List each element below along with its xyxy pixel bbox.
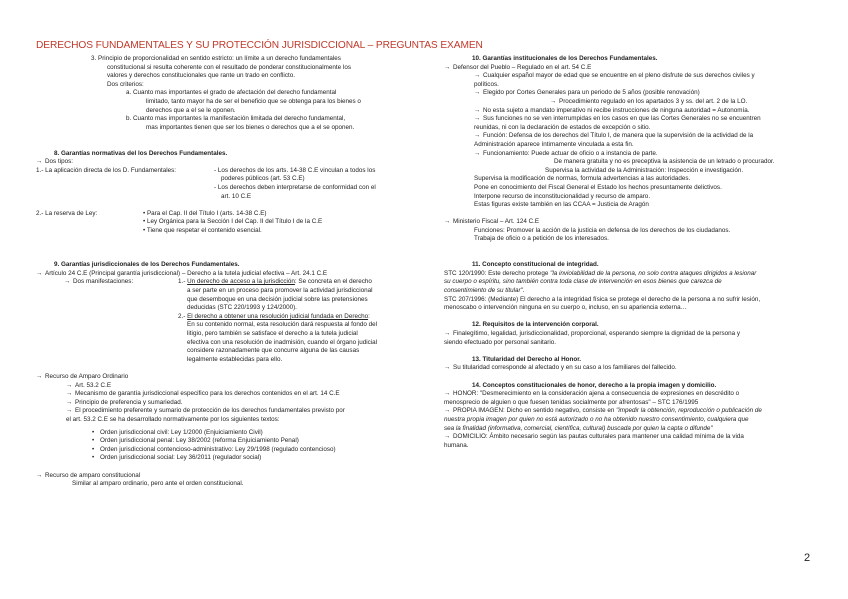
manifestations-row	[36, 278, 416, 287]
left-column	[36, 55, 416, 489]
integrity-quote: consentimiento de su titular".	[444, 287, 525, 295]
direct-application-text: poderes públicos (art. 53 C.E)	[221, 175, 305, 183]
image-definition-quote: nuestra propia imagen por quien no está autorizado o no ha obtenido nuestro consentimiento, cualquiera que	[444, 415, 749, 423]
constitutional-amparo-text: Similar al amparo ordinario, pero ante el orden constitucional.	[72, 480, 244, 488]
direct-application-text: - Los derechos deben interpretarse de conformidad con el	[214, 183, 376, 191]
arrow-icon: →	[474, 89, 481, 97]
criterion-b-line: mas importantes tienen que ser los bienes o derechos que a el se oponen.	[146, 123, 355, 131]
integrity-text: STC 207/1996: (Mediante) El derecho a la integridad física se protege el derecho de la persona a no sufrir lesión,	[444, 295, 761, 303]
public-prosecutor-item: Funciones: Promover la acción de la justicia en defensa de los derechos de los ciudadanos.	[474, 226, 731, 234]
ombudsman-item: No esta sujeto a mandato imperativo ni recibe instrucciones de ninguna autoridad = Autonomía.	[483, 106, 750, 114]
ordinary-amparo-item: el art. 53.2 C.E se ha desarrollado normativamente por los siguientes textos:	[66, 415, 280, 423]
manifestation-2-text: considere razonadamente que concurre alguna de las causas	[187, 347, 360, 355]
ombudsman-item: Cualquier español mayor de edad que se encuentre en el pleno disfrute de sus derechos civiles y	[483, 72, 755, 80]
ombudsman-heading: Defensor del Pueblo – Regulado en el art. 54 C.E	[453, 63, 592, 71]
arrow-icon: →	[550, 97, 557, 105]
criterion-a-line: derechos que a el se le oponen.	[146, 106, 236, 114]
integrity-text: STC 120/1990: Este derecho protege	[444, 269, 551, 277]
arrow-icon: →	[474, 132, 481, 140]
criterion-3-line: 3. Principio de proporcionalidad en sentido estricto: un límite a un derecho fundamentales	[91, 55, 341, 62]
honor-definition: HONOR: "Desmerecimiento en la consideración ajena a consecuencia de expresiones en descrédito o	[453, 390, 740, 398]
manifestation-2-text: En su contenido normal, esta resolución dará respuesta al fondo del	[187, 321, 378, 329]
image-definition-quote: sea la finalidad (informativa, comercial, científica, cultural) buscada por quien la capta o difunde"	[444, 424, 713, 432]
arrow-icon: →	[64, 278, 71, 286]
criterion-3-line: constitucional si resulta coherente con el resultado de ponderar constitucionalmente los	[107, 63, 351, 71]
section-14-heading: 14. Conceptos constitucionales de honor, derecho a la propia imagen y domicilio.	[472, 381, 717, 389]
ombudsman-item: Elegido por Cortes Generales para un periodo de 5 años (posible renovación)	[483, 89, 700, 97]
jurisdiction-order-item: Orden jurisdiccional civil: Ley 1/2000 (Enjuiciamiento Civil)	[100, 428, 263, 436]
arrow-icon: →	[66, 381, 73, 389]
ombudsman-item: Procedimiento regulado en los apartados 3 y ss. del art. 2 de la LO.	[559, 97, 748, 105]
direct-application-text: - Los derechos de los arts. 14-38 C.E vinculan a todos los	[214, 166, 376, 174]
honor-ownership-text: Su titularidad corresponde al afectado y en su caso a los familiares del fallecido.	[453, 364, 677, 372]
page-number: 2	[804, 552, 811, 564]
ombudsman-item: Supervisa la modificación de normas, formula advertencias a las autoridades.	[474, 175, 691, 183]
arrow-icon: →	[36, 158, 43, 166]
arrow-icon: →	[444, 407, 451, 415]
criteria-label: Dos criterios:	[107, 80, 144, 88]
bullet-icon: •	[92, 428, 95, 436]
direct-application-label: 1.- La aplicación directa de los D. Fundamentales:	[36, 166, 177, 174]
manifestation-1-title: Un derecho de acceso a la jurisdicción	[187, 278, 295, 286]
manifestation-2-title: El derecho a obtener una resolución judicial fundada en Derecho	[187, 312, 369, 320]
criterion-b-line: b. Cuanto mas importantes la manifestación limitada del derecho fundamental,	[126, 115, 346, 123]
arrow-icon: →	[444, 364, 451, 372]
right-column	[444, 55, 814, 450]
manifestations-label: Dos manifestaciones:	[73, 278, 134, 286]
manifestation-2-text: litigio, pero también se satisface el derecho a la tutela judicial	[187, 330, 358, 337]
section-9-heading: 9. Garantías jurisdiccionales de los Derechos Fundamentales.	[54, 261, 240, 269]
ombudsman-item: Supervisa la actividad de la Administración: Inspección e investigación.	[545, 166, 744, 174]
arrow-icon: →	[474, 115, 481, 123]
arrow-icon: →	[36, 269, 43, 277]
page-title: DERECHOS FUNDAMENTALES Y SU PROTECCIÓN JURISDICCIONAL – PREGUNTAS EXAMEN	[36, 40, 483, 51]
manifestation-1-text: a ser parte en un proceso para promover la actividad jurisdiccional	[187, 287, 373, 295]
public-prosecutor-heading: Ministerio Fiscal – Art. 124 C.E	[453, 218, 540, 226]
ombudsman-item: Interpone recurso de inconstitucionalidad y recurso de amparo.	[474, 192, 651, 200]
arrow-icon: →	[474, 149, 481, 157]
article-24-line: Artículo 24 C.E (Principal garantía jurisdiccional) – Derecho a la tutela judicial efectiva – Art. 24.1 C.E	[45, 269, 328, 277]
arrow-icon: →	[66, 398, 73, 406]
direct-application-text: art. 10 C.E	[221, 192, 252, 200]
section-13-heading: 13. Titularidad del Derecho al Honor.	[472, 355, 582, 363]
arrow-icon: →	[444, 63, 451, 71]
manifestation-1-text: : Se concreta en el derecho	[294, 278, 372, 286]
ombudsman-item: De manera gratuita y no es preceptiva la asistencia de un letrado o procurador.	[554, 158, 775, 166]
criterion-a-line: limitado, tanto mayor ha de ser el beneficio que se obtenga para los bienes o	[146, 97, 361, 105]
law-reserve-item: • Ley Orgánica para la Sección I del Cap. II del Título I de la C.E	[143, 218, 323, 226]
ombudsman-item: Estas figuras existe también en las CCAA = Justicia de Aragón	[474, 201, 649, 209]
section-10-heading: 10. Garantías institucionales de los Derechos Fundamentales.	[472, 55, 658, 62]
bullet-icon: •	[92, 445, 95, 453]
criterion-a-line: a. Cuanto mas importantes el grado de afectación del derecho fundamental	[126, 89, 337, 97]
domicile-definition: DOMICILIO: Ámbito necesario según las pautas culturales para mantener una calidad mínima de la vida	[453, 433, 744, 441]
manifestation-2-text: legalmente establecidas para ello.	[187, 355, 283, 363]
intervention-requirements-text: Finalegítimo, legalidad, jurisdiccionalidad, proporcional, esperando siempre la dignidad de la persona y	[453, 330, 741, 337]
ordinary-amparo-item: El procedimiento preferente y sumario de protección de los derechos fundamentales previsto por	[75, 407, 345, 415]
integrity-text: menoscabo o intervención ninguna en su cuerpo o, incluso, en su apariencia externa…	[444, 304, 687, 312]
bullet-icon: •	[92, 437, 95, 445]
jurisdiction-order-item: Orden jurisdiccional social: Ley 36/2011 (regulador social)	[100, 454, 262, 462]
direct-application-row	[36, 167, 416, 176]
ordinary-amparo-item: Mecanismo de garantía jurisdiccional especifico para los derechos contenidos en el art. 14 C.E	[75, 390, 340, 398]
arrow-icon: →	[444, 433, 451, 441]
arrow-icon: →	[36, 372, 43, 380]
domicile-definition: humana.	[444, 441, 469, 449]
criterion-3-line: valores y derechos constitucionales que rante un trado en conflicto.	[107, 72, 295, 80]
arrow-icon: →	[474, 106, 481, 114]
manifestation-2-text: efectiva con una resolución de inadmisión, cuando el órgano judicial	[187, 338, 378, 346]
public-prosecutor-item: Trabaja de oficio o a petición de los interesados.	[474, 235, 609, 243]
law-reserve-row	[36, 210, 416, 219]
image-definition: PROPIA IMAGEN: Dicho en sentido negativo, consiste en	[453, 407, 617, 415]
manifestation-1-text: deducidas (STC 220/1993 y 124/2000).	[187, 304, 297, 312]
manifestation-1-text: que desemboque en una decisión judicial sobre las pretensiones	[187, 295, 368, 303]
manifestation-1-number: 1.-	[178, 278, 188, 286]
integrity-quote: "la inviolabilidad de la persona, no solo contra ataques dirigidos a lesionar	[550, 269, 757, 277]
arrow-icon: →	[444, 330, 451, 337]
ordinary-amparo-item: Principio de preferencia y sumariedad.	[75, 398, 183, 406]
section-12-heading: 12. Requisitos de la intervención corporal.	[472, 321, 599, 329]
types-label: Dos tipos:	[45, 158, 73, 166]
arrow-icon: →	[474, 72, 481, 80]
law-reserve-item: • Para el Cap. II del Título I (arts. 14-38 C.E)	[143, 209, 267, 217]
section-11-heading: 11. Concepto constitucional de integridad.	[472, 261, 599, 269]
law-reserve-label: 2.- La reserva de Ley:	[36, 209, 98, 217]
arrow-icon: →	[66, 390, 73, 398]
ombudsman-item: reunidas, ni con la declaración de estados de excepción o sitio.	[474, 123, 651, 131]
arrow-icon: →	[66, 407, 73, 415]
ombudsman-item: Sus funciones no se ven interrumpidas en los casos en que las Cortes Generales no se encuentren	[483, 115, 761, 123]
section-8-heading: 8. Garantías normativas del los Derechos Fundamentales.	[54, 149, 228, 157]
image-definition-quote: "impedir la obtención, reproducción o publicación de	[616, 407, 762, 415]
jurisdiction-order-item: Orden jurisdiccional contencioso-administrativo: Ley 29/1998 (regulado contencioso)	[100, 445, 336, 453]
ombudsman-item: Funcionamiento: Puede actuar de oficio o a instancia de parte.	[483, 149, 658, 157]
ombudsman-item: políticos.	[474, 80, 499, 88]
intervention-requirements-text: siendo efectuado por personal sanitario.	[444, 338, 557, 346]
constitutional-amparo-heading: Recurso de amparo constitucional	[45, 471, 141, 479]
ordinary-amparo-item: Art. 53.2 C.E	[75, 381, 112, 389]
integrity-quote: su cuerpo o espíritu, sino también contra toda clase de intervención en esos bienes que carezca de	[444, 278, 722, 286]
ordinary-amparo-heading: Recurso de Amparo Ordinario	[45, 372, 129, 380]
arrow-icon: →	[36, 471, 43, 479]
honor-definition: menosprecio de alguien o que fuesen tenidas socialmente por afrentosas" – STC 176/1995	[444, 398, 699, 406]
manifestation-2-text: :	[368, 312, 370, 320]
ombudsman-item: Pone en conocimiento del Fiscal General el Estado los hechos presuntamente delictivos.	[474, 183, 722, 191]
law-reserve-item: • Tiene que respetar el contenido esencial.	[143, 226, 262, 234]
ombudsman-item: Función: Defensa de los derechos del Título I, de manera que la supervisión de la actividad de la	[483, 132, 754, 140]
arrow-icon: →	[444, 390, 451, 398]
jurisdiction-order-item: Orden jurisdiccional penal: Ley 38/2002 (reforma Enjuiciamiento Penal)	[100, 437, 299, 445]
bullet-icon: •	[92, 454, 95, 462]
manifestation-2-number: 2.-	[178, 312, 188, 320]
arrow-icon: →	[444, 218, 451, 226]
ombudsman-item: Administración aparece íntimamente vinculada a esta fin.	[474, 140, 634, 148]
